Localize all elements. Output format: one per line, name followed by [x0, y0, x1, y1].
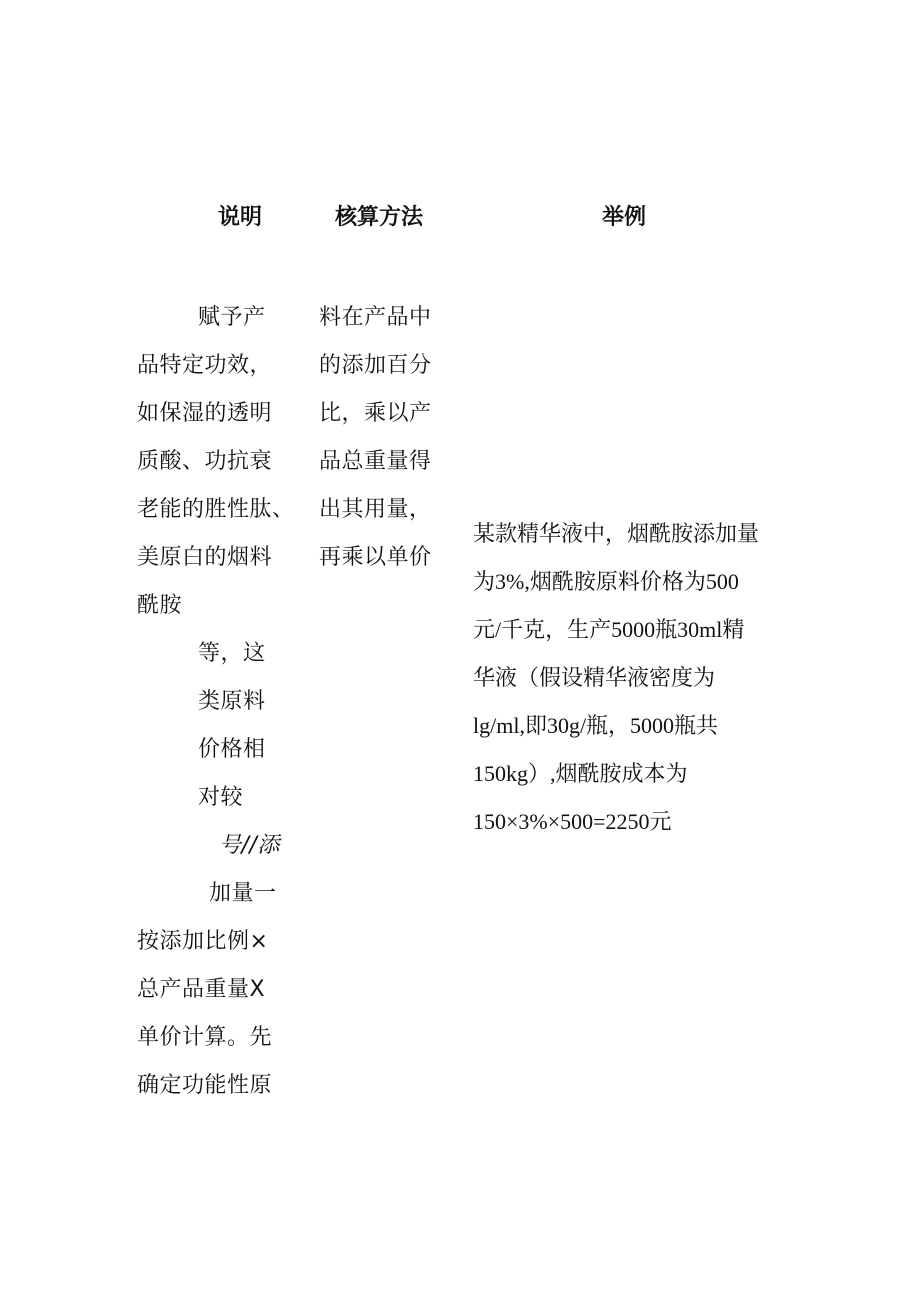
description-line: 赋予产	[198, 305, 266, 330]
example-line: lg/ml,即30g/瓶，5000瓶共	[473, 713, 719, 738]
description-line: 总产品重量X	[137, 977, 266, 1002]
description-line: 对较	[198, 785, 244, 810]
description-line: 类原料	[198, 689, 266, 714]
column-header-example: 举例	[602, 205, 647, 230]
description-line: 美原白的烟料	[137, 545, 273, 570]
description-line: 按添加比例×	[137, 929, 269, 954]
example-line: 150×3%×500=2250元	[473, 809, 672, 834]
example-line: 某款精华液中，烟酰胺添加量	[473, 521, 760, 546]
description-line: 酰胺	[137, 593, 183, 618]
method-line: 比，乘以产	[319, 401, 432, 426]
example-line: 元/千克，生产5000瓶30ml精	[473, 617, 745, 642]
method-line: 的添加百分	[319, 353, 432, 378]
column-header-method: 核算方法	[335, 205, 424, 230]
description-line: 加量一	[209, 881, 277, 906]
method-line: 出其用量，	[319, 497, 432, 522]
method-line: 再乘以单价	[319, 545, 432, 570]
example-line: 为3%,烟酰胺原料价格为500	[473, 569, 739, 594]
description-line: 单价计算。先	[137, 1025, 273, 1050]
description-line: 质酸、功抗衰	[137, 449, 273, 474]
description-line: 如保湿的透明	[137, 401, 273, 426]
description-line: 等，这	[198, 641, 266, 666]
column-header-description: 说明	[218, 205, 263, 230]
method-line: 品总重量得	[319, 449, 432, 474]
description-line: 价格相	[198, 737, 266, 762]
description-line: 确定功能性原	[137, 1073, 273, 1098]
description-line: 品特定功效，	[137, 353, 273, 378]
example-line: 150kg）,烟酰胺成本为	[473, 761, 688, 786]
method-line: 料在产品中	[319, 305, 432, 330]
description-line: 号//添	[219, 833, 280, 858]
example-line: 华液（假设精华液密度为	[473, 665, 716, 690]
description-line: 老能的胜性肽、	[137, 497, 295, 522]
